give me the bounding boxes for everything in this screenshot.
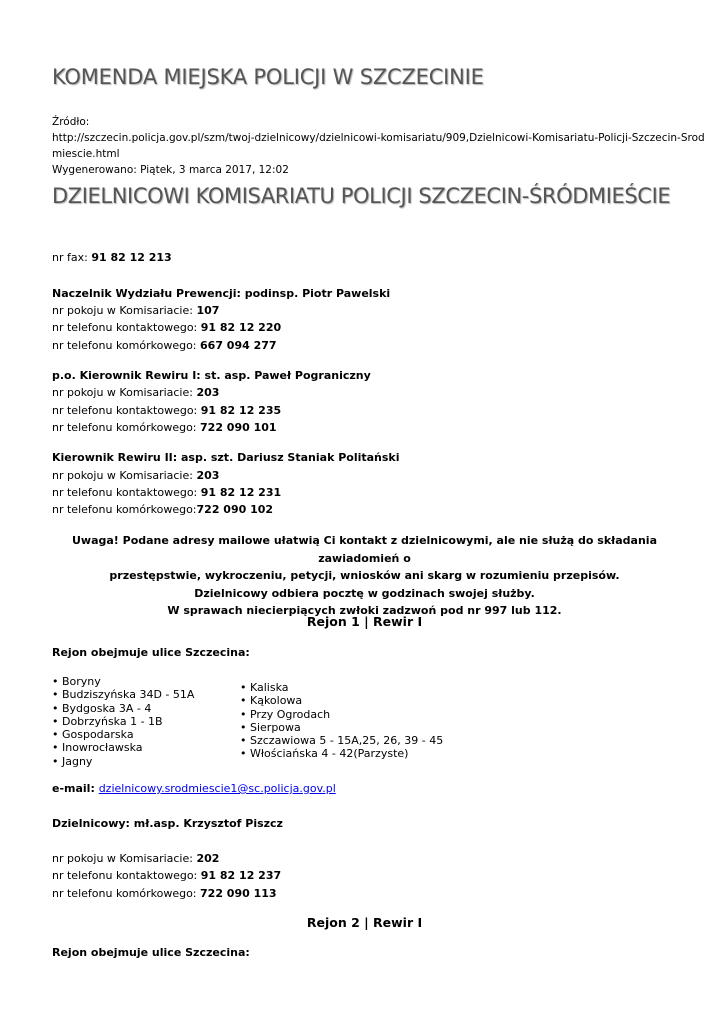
section-title: DZIELNICOWI KOMISARIATU POLICJI SZCZECIN-ŚRÓDMIEŚCIE	[52, 184, 671, 208]
street-item: • Budziszyńska 34D - 51A	[52, 688, 195, 702]
notice-line: Uwaga! Podane adresy mailowe ułatwią Ci kontakt z dzielnicowymi, ale nie służą do składania zawiadomień o	[71, 534, 657, 565]
person-title: Kierownik Rewiru II: asp. szt. Dariusz Staniak Politański	[52, 451, 400, 464]
phone-line	[52, 321, 281, 334]
room-line	[52, 386, 219, 399]
mobile-line	[52, 421, 277, 434]
phone-line	[52, 404, 281, 417]
fax-value: 91 82 12 213	[91, 251, 172, 264]
phone-line	[52, 486, 281, 499]
person-title: Naczelnik Wydziału Prewencji: podinsp. Piotr Pawelski	[52, 287, 391, 300]
phone-value: 91 82 12 237	[200, 869, 282, 882]
source-label: Źródło:	[52, 116, 90, 128]
streets-label: Rejon obejmuje ulice Szczecina:	[52, 646, 250, 659]
street-item: • Szczawiowa 5 - 15A,25, 26, 39 - 45	[240, 734, 444, 748]
phone-label: nr telefonu kontaktowego:	[52, 869, 201, 882]
street-item: • Gospodarska	[52, 728, 134, 742]
phone-value: 91 82 12 235	[200, 404, 282, 417]
notice-block	[52, 532, 677, 620]
notice-line: W sprawach niecierpiących zwłoki zadzwoń pod nr 997 lub 112.	[167, 604, 562, 617]
notice-line: Dzielnicowy odbiera pocztę w godzinach swojej służby.	[194, 586, 535, 600]
street-item: • Przy Ogrodach	[240, 707, 331, 721]
street-item: • Włościańska 4 - 42(Parzyste)	[240, 747, 409, 761]
mobile-value: 667 094 277	[200, 339, 277, 352]
street-item: • Bydgoska 3A - 4	[52, 701, 152, 715]
rejon-title: Rejon 1 | Rewir I	[306, 614, 423, 629]
source-url-line2: miescie.html	[52, 148, 120, 160]
mobile-label: nr telefonu komórkowego:	[52, 421, 201, 434]
email-line	[52, 782, 336, 795]
room-label: nr pokoju w Komisariacie:	[52, 304, 197, 317]
mobile-value: 722 090 101	[200, 421, 277, 434]
streets-column-right	[240, 681, 443, 761]
source-url-line1: http://szczecin.policja.gov.pl/szm/twoj-dzielnicowy/dzielnicowi-komisariatu/909,Dzielnicowi-Komisariatu-Policji-Szczecin-Srod	[52, 132, 705, 144]
room-value: 203	[196, 469, 220, 482]
street-item: • Inowrocławska	[52, 741, 143, 755]
rejon-title: Rejon 2 | Rewir I	[306, 915, 423, 930]
street-item: • Sierpowa	[240, 720, 301, 734]
notice-line: przestępstwie, wykroczeniu, petycji, wniosków ani skarg w rozumieniu przepisów.	[109, 569, 620, 582]
phone-label: nr telefonu kontaktowego:	[52, 321, 201, 334]
fax-line	[52, 251, 172, 264]
room-value: 107	[196, 304, 220, 317]
phone-label: nr telefonu kontaktowego:	[52, 486, 201, 499]
mobile-line	[52, 503, 273, 516]
street-item: • Kaliska	[240, 681, 289, 694]
room-line	[52, 469, 219, 482]
phone-value: 91 82 12 231	[200, 486, 282, 499]
mobile-label: nr telefonu komórkowego:	[52, 503, 197, 516]
phone-label: nr telefonu kontaktowego:	[52, 404, 201, 417]
room-label: nr pokoju w Komisariacie:	[52, 852, 197, 865]
generated-date: Wygenerowano: Piątek, 3 marca 2017, 12:02	[52, 164, 289, 176]
street-item: • Kąkolowa	[240, 694, 303, 708]
mobile-label: nr telefonu komórkowego:	[52, 339, 201, 352]
page-title: KOMENDA MIEJSKA POLICJI W SZCZECINIE	[52, 65, 484, 89]
phone-line	[52, 869, 281, 882]
phone-value: 91 82 12 220	[200, 321, 282, 334]
streets-column-left	[52, 675, 194, 768]
mobile-value: 722 090 113	[200, 887, 277, 900]
email-link[interactable]: dzielnicowy.srodmiescie1@sc.policja.gov.pl	[98, 782, 336, 795]
room-label: nr pokoju w Komisariacie:	[52, 469, 197, 482]
source-block	[52, 114, 705, 178]
room-line	[52, 852, 219, 865]
room-label: nr pokoju w Komisariacie:	[52, 386, 197, 399]
street-item: • Boryny	[52, 675, 101, 688]
room-value: 203	[196, 386, 220, 399]
email-label: e-mail:	[52, 782, 99, 795]
mobile-label: nr telefonu komórkowego:	[52, 887, 201, 900]
streets-label: Rejon obejmuje ulice Szczecina:	[52, 946, 250, 959]
room-line	[52, 304, 219, 317]
room-value: 202	[196, 852, 220, 865]
mobile-value: 722 090 102	[196, 503, 274, 516]
officer-name: Dzielnicowy: mł.asp. Krzysztof Piszcz	[52, 817, 283, 830]
mobile-line	[52, 339, 277, 352]
fax-label: nr fax:	[52, 251, 92, 264]
street-item: • Dobrzyńska 1 - 1B	[52, 714, 163, 728]
street-item: • Jagny	[52, 754, 93, 768]
mobile-line	[52, 887, 277, 900]
person-title: p.o. Kierownik Rewiru I: st. asp. Paweł Pograniczny	[52, 369, 371, 382]
